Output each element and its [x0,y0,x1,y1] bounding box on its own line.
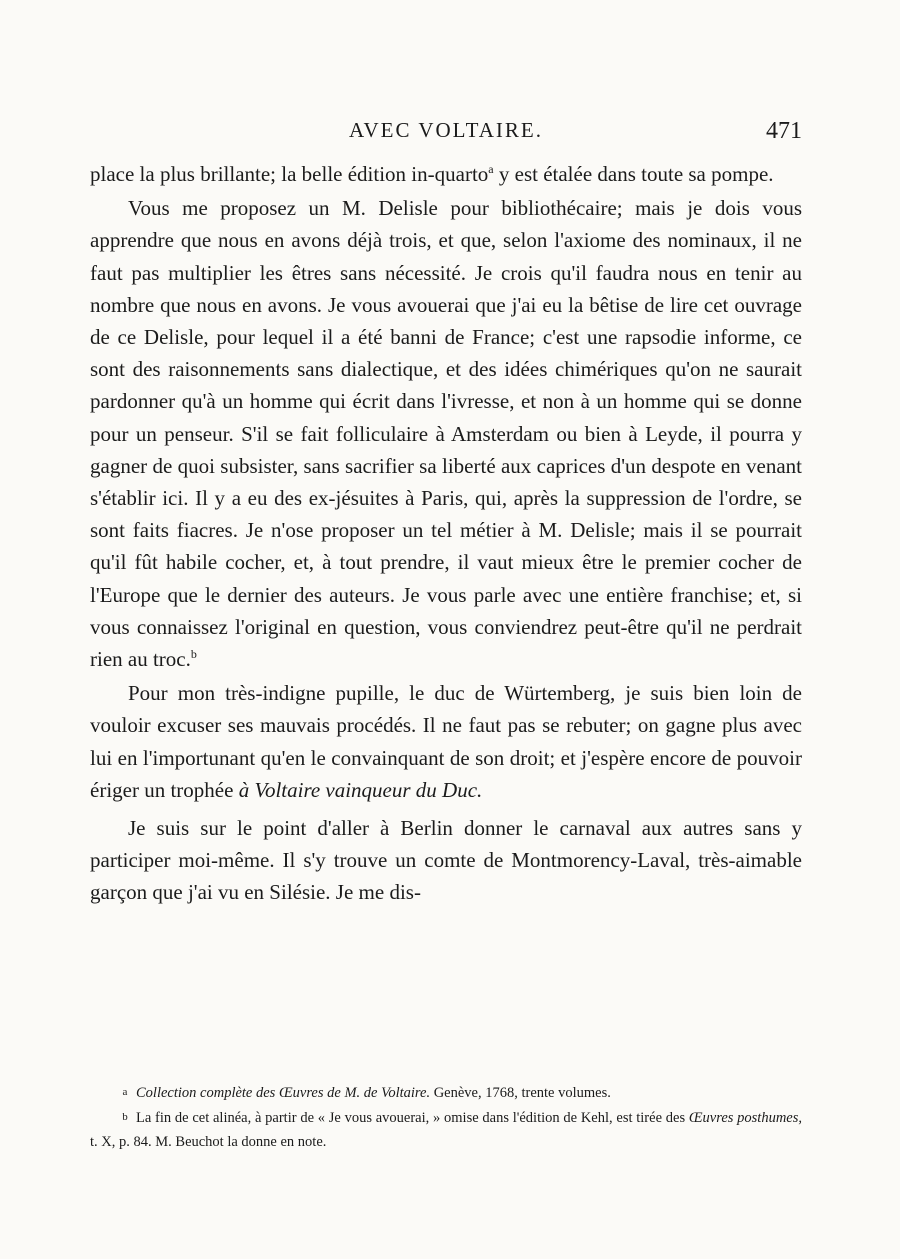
footnote-mark: a [122,1086,128,1098]
footnote [90,1105,802,1154]
footnote-text: t. X, p. 84. M. Beuchot la donne en note. [90,1134,327,1150]
footnote-ref[interactable]: b [190,647,197,662]
footnote [90,1080,802,1105]
paragraph [90,158,802,190]
paragraph [90,812,802,909]
footnote-text: La fin de cet alinéa, à partir de « Je vous avouerai, » omise dans l'édition de Kehl, est tirée des [136,1110,689,1126]
body-text [90,158,802,909]
footnote-italic: Collection complète des Œuvres de M. de Voltaire. [136,1085,431,1101]
running-head [90,118,802,144]
footnote-italic: Œuvres posthumes, [688,1110,802,1126]
footnotes [90,1080,802,1154]
paragraph-text: place la plus brillante; la belle édition in-quarto [90,162,489,186]
paragraph [90,192,802,675]
paragraph-text: Pour mon très-indigne pupille, le duc de Würtemberg, je suis bien loin de vouloir excuser ses mauvais procédés. Il ne faut pas se rebuter; on gagne plus avec lui en l'importunant qu'en le convainquant de son droit; et j'espère encore de pouvoir ériger un trophée [90,681,802,802]
page-number: 471 [766,118,802,144]
page-title: AVEC VOLTAIRE. [349,118,543,142]
footnote-mark: b [122,1111,128,1123]
footnote-text: Genève, 1768, trente volumes. [430,1085,611,1101]
paragraph [90,677,802,806]
italic-text: à Voltaire vainqueur du Duc. [238,777,483,802]
paragraph-text: Je suis sur le point d'aller à Berlin donner le carnaval aux autres sans y participer moi-même. Il s'y trouve un comte de Montmorency-Laval, très-aimable garçon que j'ai vu en Silésie. Je me dis- [90,816,802,905]
paragraph-text: Vous me proposez un M. Delisle pour bibliothécaire; mais je dois vous apprendre que nous en avons déjà trois, et que, selon l'axiome des nominaux, il ne faut pas multiplier les êtres sans nécessité. Je crois qu'il faudra nous en tenir au nombre que nous en avons. Je vous avouerai que j'ai eu la bêtise de lire cet ouvrage de ce Delisle, pour lequel il a été banni de France; c'est une rapsodie informe, ce sont des raisonnements sans dialectique, et des idées chimériques qu'on ne saurait pardonner qu'à un homme qui écrit dans l'ivresse, et non à un homme qui se donne pour un penseur. S'il se fait folliculaire à Amsterdam ou bien à Leyde, il pourra y gagner de quoi subsister, sans sacrifier sa liberté aux caprices d'un despote en venant s'établir ici. Il y a eu des ex-jésuites à Paris, qui, après la suppression de l'ordre, se sont faits fiacres. Je n'ose proposer un tel métier à M. Delisle; mais il se pourrait qu'il fût habile cocher, et, à tout prendre, il vaut mieux être le premier cocher de l'Europe que le dernier des auteurs. Je vous parle avec une entière franchise; et, si vous connaissez l'original en question, vous conviendrez peut-être qu'il ne perdrait rien au troc. [90,196,802,672]
footnote-ref[interactable]: a [488,162,494,176]
paragraph-text: y est étalée dans toute sa pompe. [493,162,774,186]
